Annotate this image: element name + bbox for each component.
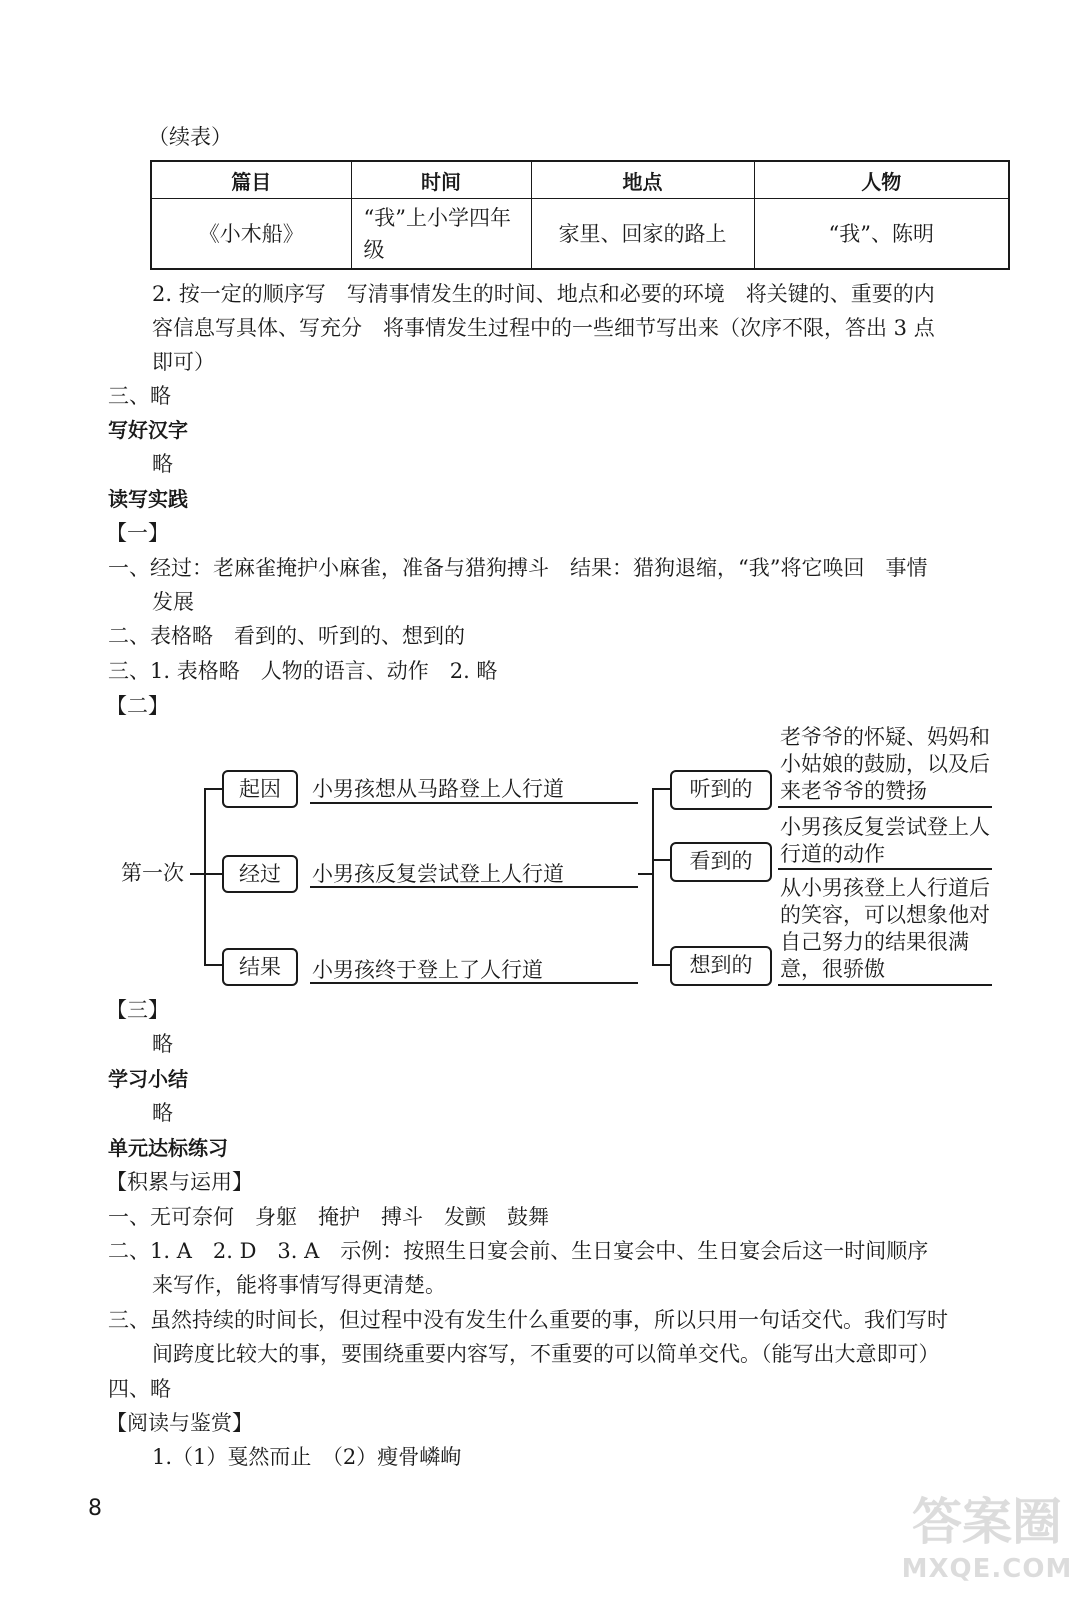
underline xyxy=(778,806,992,808)
answer-line: 发展 xyxy=(152,590,194,614)
underline xyxy=(778,984,992,986)
answer-line: 二、1. A 2. D 3. A 示例：按照生日宴会前、生日宴会中、生日宴会后这一时间顺序 xyxy=(108,1239,929,1263)
table-caption: （续表） xyxy=(148,125,232,149)
node-thought-text: 从小男孩登上人行道后的笑容，可以想象他对自己努力的结果很满意，很骄傲 xyxy=(780,876,990,981)
continued-table xyxy=(150,160,1010,270)
node-thought: 想到的 xyxy=(670,946,772,986)
answer-line: 容信息写具体、写充分 将事情发生过程中的一些细节写出来（次序不限，答出 3 点 xyxy=(152,316,935,340)
table-row xyxy=(151,199,1009,270)
node-result: 结果 xyxy=(222,948,298,986)
section-heading: 读写实践 xyxy=(108,487,188,511)
underline xyxy=(778,868,992,870)
page-number: 8 xyxy=(88,1496,102,1521)
answer-line: 一、经过：老麻雀掩护小麻雀，准备与猎狗搏斗 结果：猎狗退缩，“我”将它唤回 事情 xyxy=(108,556,928,580)
watermark xyxy=(894,1492,1080,1596)
answer-line: 一、无可奈何 身躯 掩护 搏斗 发颤 鼓舞 xyxy=(108,1205,549,1229)
node-process-text: 小男孩反复尝试登上人行道 xyxy=(312,862,564,886)
bracket-line xyxy=(652,788,654,966)
table-cell: “我”、陈明 xyxy=(754,199,1009,270)
bracket-line xyxy=(204,788,206,966)
node-cause: 起因 xyxy=(222,770,298,808)
answer-line: 即可） xyxy=(152,350,215,374)
table-header: 人物 xyxy=(754,161,1009,199)
node-cause-text: 小男孩想从马路登上人行道 xyxy=(312,777,564,801)
underline xyxy=(310,886,638,888)
section-heading: 写好汉字 xyxy=(108,418,188,442)
connector-line xyxy=(204,964,222,966)
answer-line: 三、略 xyxy=(108,384,171,408)
section-heading: 单元达标练习 xyxy=(108,1136,228,1160)
table-header: 时间 xyxy=(351,161,531,199)
underline xyxy=(310,802,638,804)
connector-line xyxy=(652,788,670,790)
subsection-label: 【积累与运用】 xyxy=(106,1170,253,1194)
node-heard: 听到的 xyxy=(670,770,772,810)
table-cell: 家里、回家的路上 xyxy=(531,199,754,270)
answer-line: 略 xyxy=(152,1032,173,1056)
underline xyxy=(310,982,638,984)
watermark-url: MXQE.COM xyxy=(901,1554,1073,1584)
answer-line: 略 xyxy=(152,1101,173,1125)
answer-line: 四、略 xyxy=(108,1377,171,1401)
table-cell: “我”上小学四年级 xyxy=(351,199,531,270)
table-header: 篇目 xyxy=(151,161,351,199)
node-seen-text: 小男孩反复尝试登上人行道的动作 xyxy=(780,815,990,866)
subsection-label: 【三】 xyxy=(106,998,169,1022)
table-cell: 《小木船》 xyxy=(151,199,351,270)
diagram-root: 第一次 xyxy=(121,861,184,885)
answer-line: 2. 按一定的顺序写 写清事情发生的时间、地点和必要的环境 将关键的、重要的内 xyxy=(152,282,935,306)
node-seen: 看到的 xyxy=(670,842,772,882)
answer-line: 二、表格略 看到的、听到的、想到的 xyxy=(108,624,465,648)
answer-line: 略 xyxy=(152,452,173,476)
node-result-text: 小男孩终于登上了人行道 xyxy=(312,958,543,982)
subsection-label: 【一】 xyxy=(106,521,169,545)
answer-line: 来写作，能将事情写得更清楚。 xyxy=(152,1273,446,1297)
connector-line xyxy=(652,859,670,861)
node-process: 经过 xyxy=(222,855,298,893)
connector-line xyxy=(652,964,670,966)
table-header-row xyxy=(151,161,1009,199)
subsection-label: 【阅读与鉴赏】 xyxy=(106,1411,253,1435)
subsection-label: 【二】 xyxy=(106,694,169,718)
table-header: 地点 xyxy=(531,161,754,199)
answer-line: 间跨度比较大的事，要围绕重要内容写，不重要的可以简单交代。（能写出大意即可） xyxy=(152,1342,940,1366)
section-heading: 学习小结 xyxy=(108,1067,188,1091)
node-heard-text: 老爷爷的怀疑、妈妈和小姑娘的鼓励，以及后来老爷爷的赞扬 xyxy=(780,725,990,803)
connector-line xyxy=(204,873,222,875)
answer-line: 三、虽然持续的时间长，但过程中没有发生什么重要的事，所以只用一句话交代。我们写时 xyxy=(108,1308,948,1332)
answer-line: 1.（1）戛然而止 （2）瘦骨嶙峋 xyxy=(152,1445,462,1469)
connector-line xyxy=(204,788,222,790)
watermark-title: 答案圈 xyxy=(912,1493,1062,1551)
answer-line: 三、1. 表格略 人物的语言、动作 2. 略 xyxy=(108,659,498,683)
